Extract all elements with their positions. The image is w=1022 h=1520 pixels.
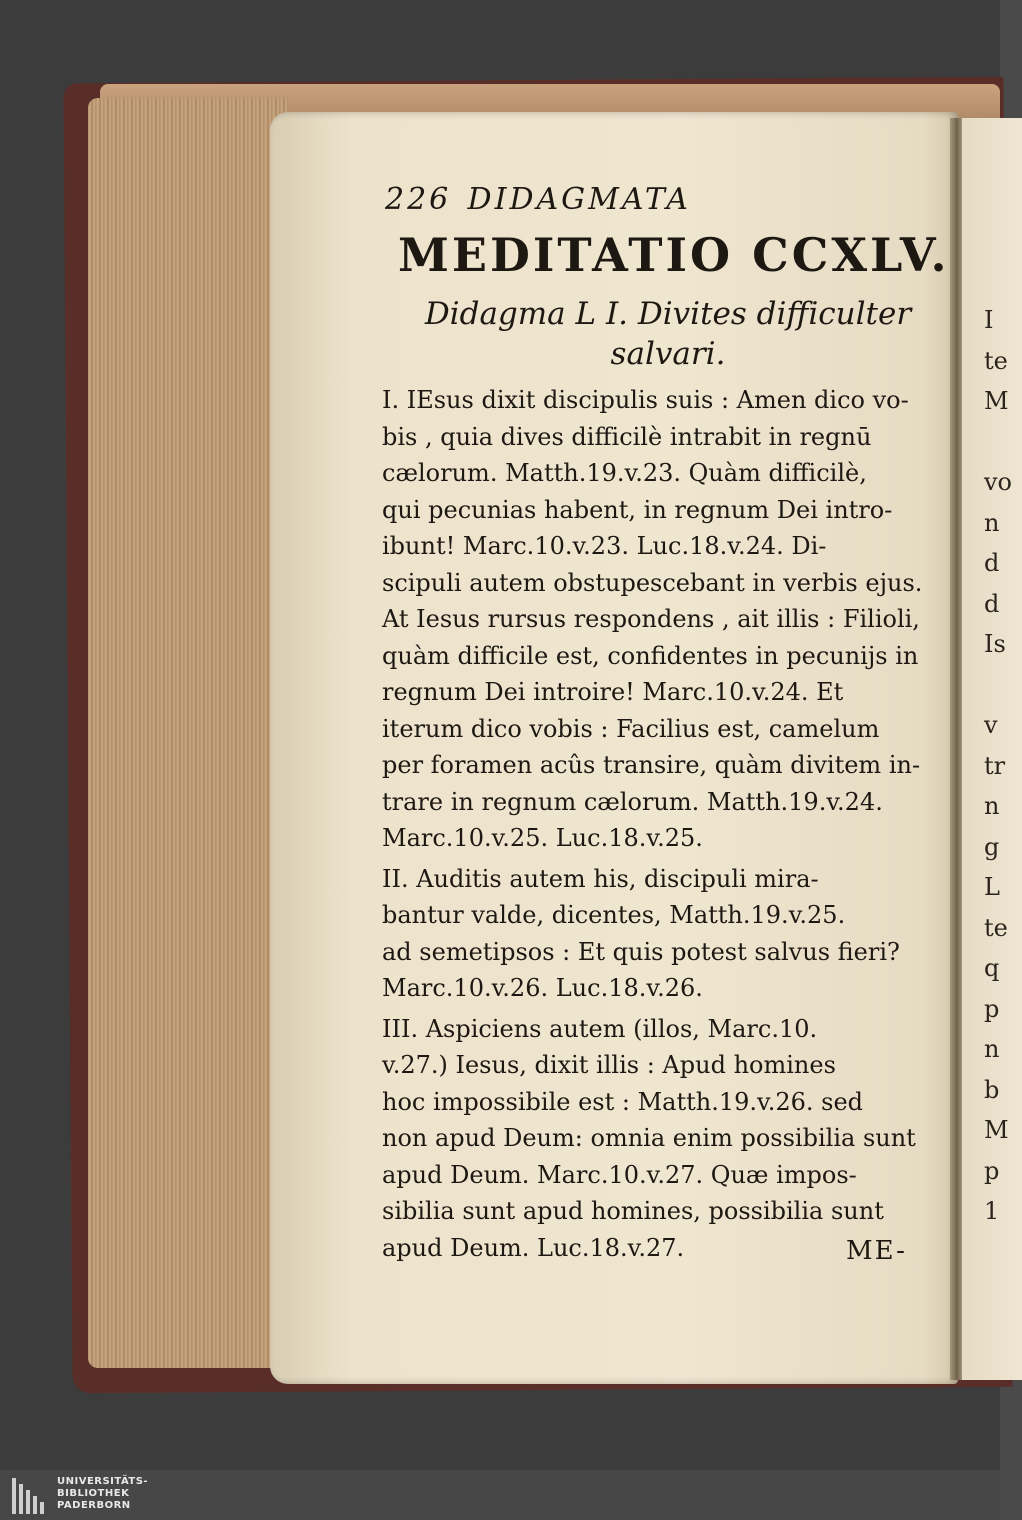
body-line: I. IEsus dixit discipulis suis : Amen dico vo-: [382, 386, 909, 414]
running-title: DIDAGMATA: [467, 182, 691, 217]
library-line-3: PADERBORN: [57, 1500, 131, 1511]
body-line: apud Deum. Marc.10.v.27. Quæ impos-: [382, 1160, 857, 1189]
right-page-fragment: te: [984, 913, 1008, 942]
body-line: apud Deum. Luc.18.v.27.: [382, 1233, 685, 1262]
right-page-fragment: Is: [984, 630, 1006, 658]
right-page-fragment: L: [984, 873, 1000, 901]
body-line: ad semetipsos : Et quis potest salvus fieri?: [382, 937, 900, 966]
running-head: [385, 182, 825, 217]
right-page-fragment: M: [984, 1116, 1009, 1144]
body-line: regnum Dei introire! Marc.10.v.24. Et: [382, 678, 844, 706]
right-page-fragment: I: [984, 306, 994, 334]
right-page-fragment: b: [984, 1075, 1000, 1104]
right-page-fragment: tr: [984, 751, 1006, 780]
right-page-fragment: p: [984, 994, 1000, 1023]
right-page-fragment: te: [984, 346, 1008, 375]
body-line: trare in regnum cælorum. Matth.19.v.24.: [382, 787, 883, 816]
body-line: Marc.10.v.26. Luc.18.v.26.: [382, 974, 703, 1002]
right-page-fragment: 1: [984, 1197, 1000, 1225]
body-line: scipuli autem obstupescebant in verbis ejus.: [382, 568, 923, 597]
body-line: per foramen acûs transire, quàm divitem in-: [382, 751, 921, 779]
page-number: 226: [385, 182, 452, 217]
body-line: qui pecunias habent, in regnum Dei intro-: [382, 495, 893, 524]
body-line: At Iesus rursus respondens , ait illis : Filioli,: [382, 605, 920, 633]
body-text: [382, 382, 942, 1266]
library-logo-icon: [12, 1478, 50, 1514]
body-line: ibunt! Marc.10.v.23. Luc.18.v.24. Di-: [382, 532, 827, 560]
right-page-fragments: [984, 300, 1013, 1232]
page-fore-edge: [88, 98, 288, 1368]
body-line: III. Aspiciens autem (illos, Marc.10.: [382, 1014, 818, 1043]
catchword: ME-: [846, 1236, 907, 1266]
body-line: bis , quia dives difficilè intrabit in regnū: [382, 422, 872, 451]
body-line: non apud Deum: omnia enim possibilia sunt: [382, 1124, 916, 1152]
right-page-fragment: [984, 665, 1004, 706]
library-line-2: BIBLIOTHEK: [57, 1488, 130, 1499]
right-page-fragment: n: [984, 792, 1000, 820]
right-page-fragment: n: [984, 508, 1000, 537]
right-page-fragment: d: [984, 549, 1000, 577]
didagma-line-2: salvari.: [610, 336, 726, 372]
right-page-fragment: v: [984, 711, 998, 739]
body-line: Marc.10.v.25. Luc.18.v.25.: [382, 824, 703, 852]
right-page-fragment: M: [984, 387, 1009, 415]
right-page-fragment: vo: [984, 468, 1013, 496]
body-line: cælorum. Matth.19.v.23. Quàm difficilè,: [382, 459, 867, 487]
library-footer: [0, 1470, 1000, 1520]
didagma-line-1: Didagma L I. Divites difficulter: [424, 296, 912, 332]
right-page-fragment: n: [984, 1035, 1000, 1063]
body-line: iterum dico vobis : Facilius est, camelum: [382, 714, 880, 743]
library-line-1: UNIVERSITÄTS-: [57, 1476, 149, 1487]
didagma-heading: [418, 294, 918, 374]
body-line: hoc impossibile est : Matth.19.v.26. sed: [382, 1087, 864, 1116]
right-page-fragment: p: [984, 1156, 1000, 1185]
body-line: bantur valde, dicentes, Matth.19.v.25.: [382, 901, 846, 929]
body-line: II. Auditis autem his, discipuli mira-: [382, 864, 819, 893]
body-line: quàm difficile est, confidentes in pecunijs in: [382, 641, 919, 670]
meditatio-heading: MEDITATIO CCXLV.: [398, 228, 950, 282]
right-page-fragment: d: [984, 589, 1000, 618]
body-line: v.27.) Iesus, dixit illis : Apud homines: [382, 1051, 836, 1079]
right-page-fragment: q: [984, 954, 1000, 982]
body-line: sibilia sunt apud homines, possibilia sunt: [382, 1197, 884, 1225]
right-page-fragment: [984, 422, 1004, 463]
library-name: [57, 1476, 148, 1512]
right-page-fragment: g: [984, 832, 1000, 861]
